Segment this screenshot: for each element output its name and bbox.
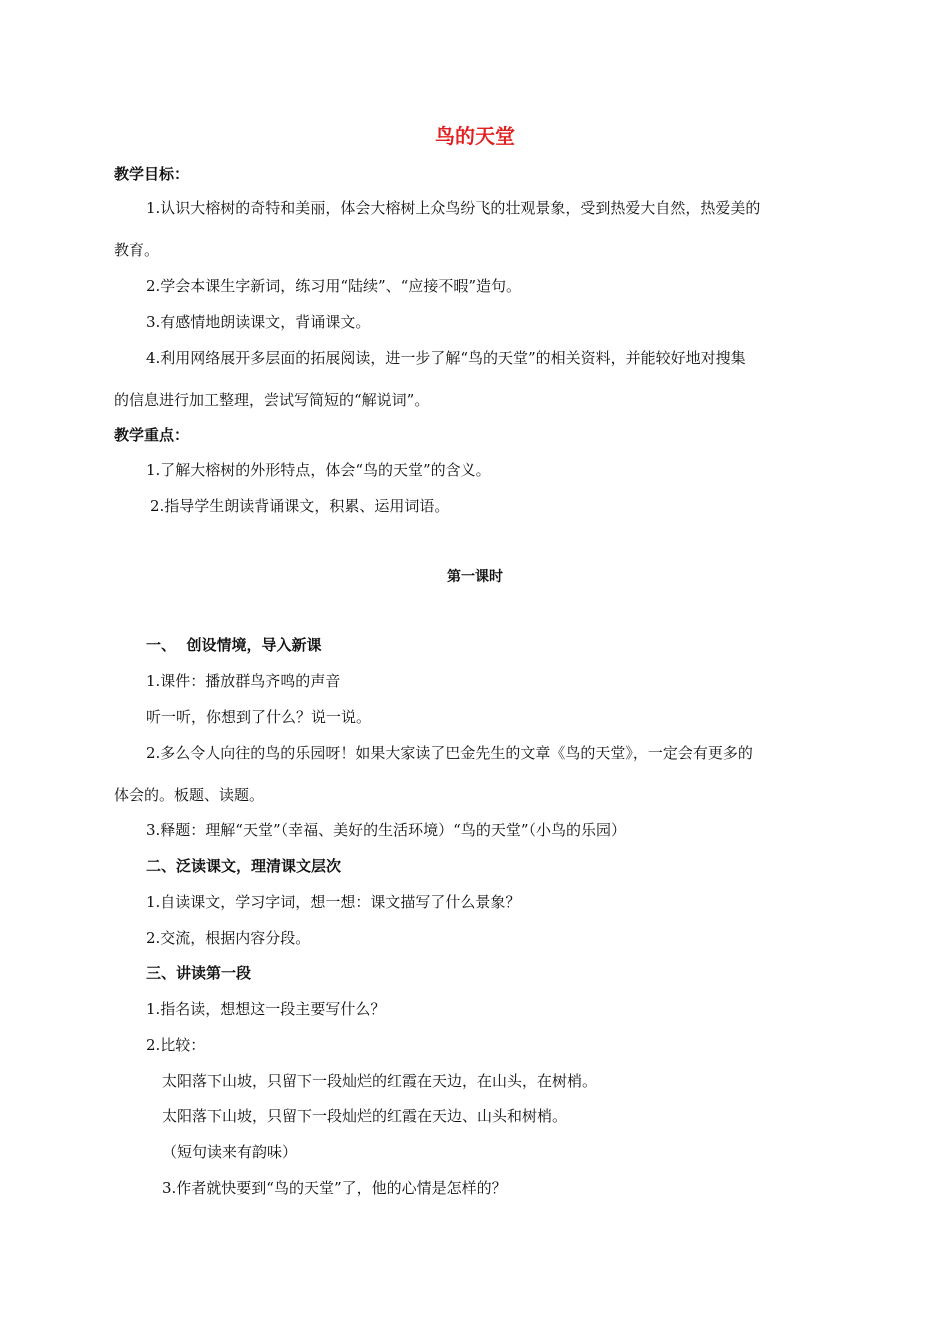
section-3-line-3: 3.作者就快要到“鸟的天堂”了，他的心情是怎样的？ <box>162 1179 507 1197</box>
section-3-line-2: 2.比较： <box>146 1036 206 1054</box>
section-1-line-3: 2.多么令人向往的鸟的乐园呀！如果大家读了巴金先生的文章《鸟的天堂》，一定会有更多的 <box>146 744 753 762</box>
document-title: 鸟的天堂 <box>435 124 515 148</box>
section-1-line-4: 3.释题：理解“天堂”（幸福、美好的生活环境）“鸟的天堂”（小鸟的乐园） <box>146 821 626 839</box>
compare-note: （短句读来有韵味） <box>162 1143 298 1161</box>
section-3-line-1: 1.指名读，想想这一段主要写什么？ <box>146 1000 386 1018</box>
section-1-line-1: 1.课件：播放群鸟齐鸣的声音 <box>146 672 341 690</box>
section-3-heading: 三、讲读第一段 <box>146 964 252 982</box>
goal-line-1: 1.认识大榕树的奇特和美丽，体会大榕树上众鸟纷飞的壮观景象，受到热爱大自然，热爱美的 <box>146 199 761 217</box>
focus-line-2: 2.指导学生朗读背诵课文，积累、运用词语。 <box>150 497 450 515</box>
compare-sentence-1: 太阳落下山坡，只留下一段灿烂的红霞在天边，在山头，在树梢。 <box>162 1072 598 1090</box>
section-2-line-1: 1.自读课文，学习字词，想一想：课文描写了什么景象？ <box>146 893 521 911</box>
section-1-line-2: 听一听，你想到了什么？说一说。 <box>146 708 372 726</box>
section-2-line-2: 2.交流，根据内容分段。 <box>146 929 311 947</box>
lesson-title: 第一课时 <box>447 569 503 585</box>
focus-line-1: 1.了解大榕树的外形特点，体会“鸟的天堂”的含义。 <box>146 461 491 479</box>
section-1-line-3-cont: 体会的。板题、读题。 <box>114 786 265 804</box>
goals-heading: 教学目标： <box>114 165 190 183</box>
section-1-heading: 一、 创设情境，导入新课 <box>146 636 322 654</box>
compare-sentence-2: 太阳落下山坡，只留下一段灿烂的红霞在天边、山头和树梢。 <box>162 1107 568 1125</box>
goal-line-4: 4.利用网络展开多层面的拓展阅读，进一步了解“鸟的天堂”的相关资料，并能较好地对搜集 <box>146 349 746 367</box>
focus-heading: 教学重点： <box>114 426 190 444</box>
goal-line-2: 2.学会本课生字新词，练习用“陆续”、“应接不暇”造句。 <box>146 277 521 295</box>
section-2-heading: 二、泛读课文，理清课文层次 <box>146 857 342 875</box>
goal-line-1-cont: 教育。 <box>114 241 160 259</box>
goal-line-4-cont: 的信息进行加工整理，尝试写简短的“解说词”。 <box>114 391 430 409</box>
goal-line-3: 3.有感情地朗读课文，背诵课文。 <box>146 313 371 331</box>
